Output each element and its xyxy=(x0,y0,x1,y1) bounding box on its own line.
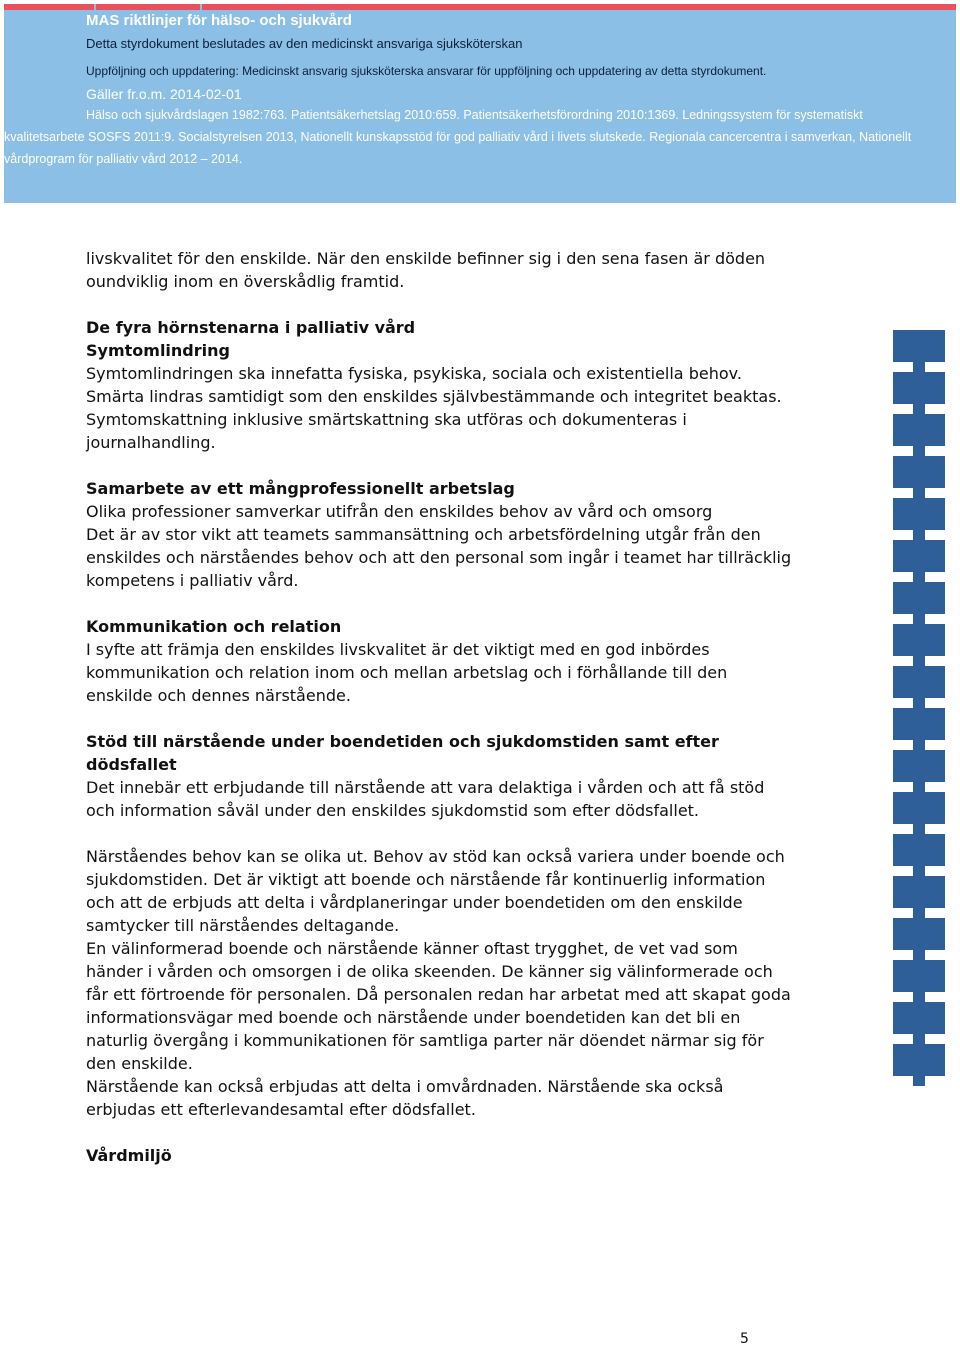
pattern-block xyxy=(893,1002,945,1034)
pattern-neck xyxy=(913,530,925,540)
pattern-neck xyxy=(913,614,925,624)
support-heading: Stöd till närstående under boendetiden och sjukdomstiden samt efter dödsfallet xyxy=(86,732,719,774)
environment-heading: Vårdmiljö xyxy=(86,1146,172,1165)
pattern-neck xyxy=(913,992,925,1002)
intro-paragraph: livskvalitet för den enskilde. När den enskilde befinner sig i den sena fasen är döden oundviklig inom en överskådlig framtid. xyxy=(86,249,766,291)
pattern-neck xyxy=(913,908,925,918)
pattern-neck xyxy=(913,362,925,372)
pattern-block xyxy=(893,456,945,488)
symptom-paragraph: Symtomlindringen ska innefatta fysiska, psykiska, sociala och existentiella behov. Smärta lindras samtidigt som den enskildes självbestämmande och integritet beaktas. Symtomskattning inklusive smärtskattning ska utföras och dokumenteras i journalhandling. xyxy=(86,364,782,452)
pattern-block xyxy=(893,834,945,866)
side-decoration-pattern xyxy=(893,330,945,1096)
pattern-block xyxy=(893,750,945,782)
pattern-neck xyxy=(913,446,925,456)
pattern-block xyxy=(893,666,945,698)
relatives-paragraph-1: Närståendes behov kan se olika ut. Behov av stöd kan också variera under boende och sjukdomstiden. Det är viktigt att boende och närstående får kontinuerlig information och att de erbjuds att delta i vårdplaneringar under boendetiden om den enskilde samtycker till närståendes deltagande. xyxy=(86,847,785,935)
document-body xyxy=(86,247,796,1167)
pattern-neck xyxy=(913,1076,925,1086)
followup-note: Uppföljning och uppdatering: Medicinskt ansvarig sjuksköterska ansvarar för uppföljning och uppdatering av detta styrdokument. xyxy=(86,64,767,78)
pattern-neck xyxy=(913,866,925,876)
support-paragraph: Det innebär ett erbjudande till närstående att vara delaktiga i vården och att få stöd och information såväl under den enskildes sjukdomstid som efter dödsfallet. xyxy=(86,778,765,820)
communication-paragraph: I syfte att främja den enskildes livskvalitet är det viktigt med en god inbördes kommunikation och relation inom och mellan arbetslag och i förhållande till den enskilde och dennes närstående. xyxy=(86,640,728,705)
pattern-neck xyxy=(913,782,925,792)
pattern-block xyxy=(893,624,945,656)
relatives-paragraph-2: En välinformerad boende och närstående känner oftast trygghet, de vet vad som händer i vården och omsorgen i de olika skeenden. De känner sig välinformerade och får ett förtroende för personalen. Då personalen redan har arbetat med att skapat goda informationsvägar med boende och närstående under boendetiden kan det bli en naturlig övergång i kommunikationen för samtliga parter när döendet närmar sig för den enskilde. xyxy=(86,939,791,1073)
pattern-neck xyxy=(913,950,925,960)
references: Hälso och sjukvårdslagen 1982:763. Patientsäkerhetslag 2010:659. Patientsäkerhetsförordning 2010:1369. Ledningssystem för systematiskt kvalitetsarbete SOSFS 2011:9. Socialstyrelsen 2013, Nationellt kunskapsstöd för god palliativ vård i livets slutskede. Regionala cancercentra i samverkan, Nationellt vårdprogram för palliativ vård 2012 – 2014. xyxy=(4,108,912,166)
pattern-block xyxy=(893,582,945,614)
pattern-neck xyxy=(913,1034,925,1044)
header-accent-line xyxy=(4,4,956,10)
pattern-neck xyxy=(913,824,925,834)
pattern-block xyxy=(893,414,945,446)
pattern-block xyxy=(893,792,945,824)
communication-heading: Kommunikation och relation xyxy=(86,617,342,636)
document-title: MAS riktlinjer för hälso- och sjukvård xyxy=(86,12,352,29)
pattern-block xyxy=(893,498,945,530)
pattern-block xyxy=(893,876,945,908)
page-number: 5 xyxy=(740,1331,749,1347)
pattern-block xyxy=(893,1044,945,1076)
pattern-block xyxy=(893,372,945,404)
pattern-neck xyxy=(913,740,925,750)
pattern-block xyxy=(893,330,945,362)
team-paragraph-1: Olika professioner samverkar utifrån den enskildes behov av vård och omsorg xyxy=(86,502,713,521)
team-heading: Samarbete av ett mångprofessionellt arbetslag xyxy=(86,479,515,498)
pattern-block xyxy=(893,918,945,950)
pattern-block xyxy=(893,960,945,992)
pattern-block xyxy=(893,708,945,740)
pattern-neck xyxy=(913,656,925,666)
decision-note: Detta styrdokument beslutades av den medicinskt ansvariga sjuksköterskan xyxy=(86,36,523,51)
valid-from: Gäller fr.o.m. 2014-02-01 xyxy=(86,86,242,102)
pattern-neck xyxy=(913,404,925,414)
symptom-heading: Symtomlindring xyxy=(86,341,230,360)
relatives-paragraph-3: Närstående kan också erbjudas att delta i omvårdnaden. Närstående ska också erbjudas ett efterlevandesamtal efter dödsfallet. xyxy=(86,1077,724,1119)
team-paragraph-2: Det är av stor vikt att teamets sammansättning och arbetsfördelning utgår från den enskildes och närståendes behov och att den personal som ingår i teamet har tillräcklig kompetens i palliativ vård. xyxy=(86,525,792,590)
pattern-neck xyxy=(913,488,925,498)
pattern-neck xyxy=(913,572,925,582)
pattern-block xyxy=(893,540,945,572)
cornerstones-heading: De fyra hörnstenarna i palliativ vård xyxy=(86,318,416,337)
pattern-neck xyxy=(913,698,925,708)
